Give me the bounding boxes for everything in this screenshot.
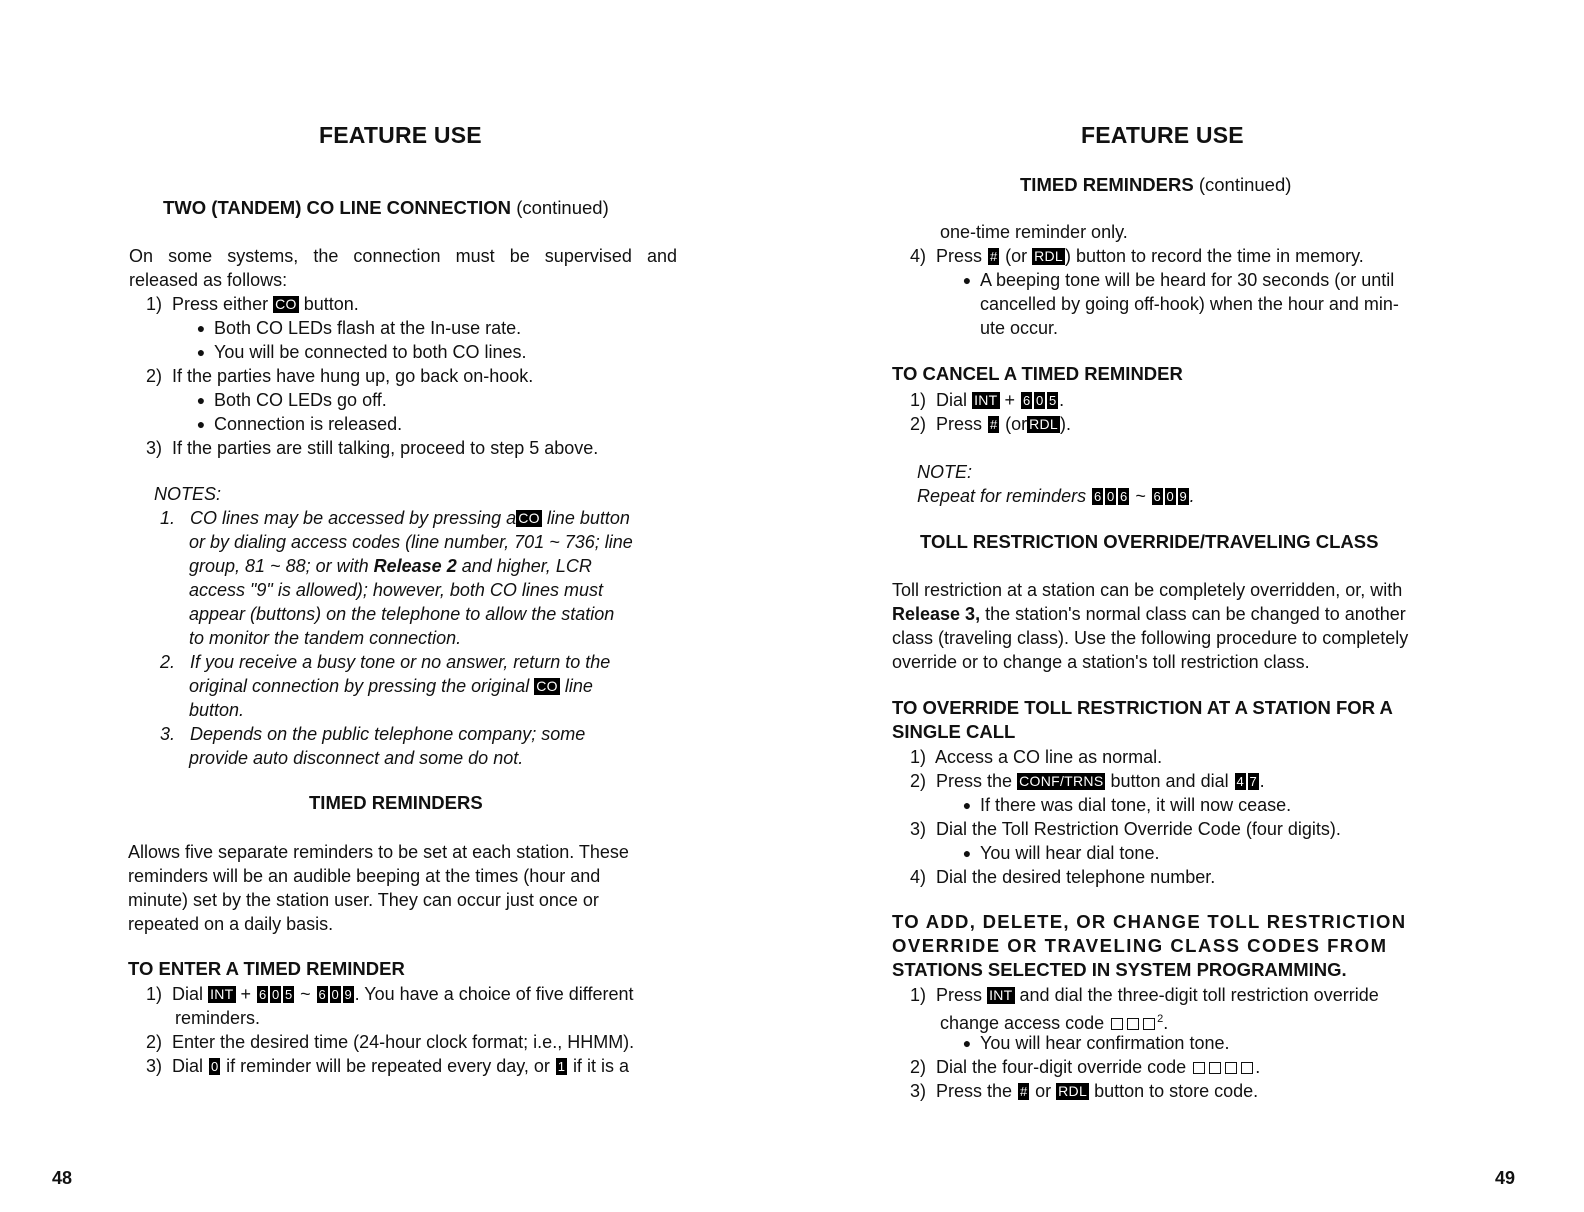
page-number: 49: [1495, 1168, 1516, 1188]
digit-key: 7: [1249, 774, 1257, 789]
step: 4) Press # (or RDL ) button to record the time in memory.: [910, 246, 1364, 266]
bullet-item: ● You will hear dial tone.: [954, 841, 1159, 866]
step-line: reminders.: [175, 1008, 261, 1028]
step: 1) Access a CO line as normal.: [910, 747, 1163, 767]
step: 3) Dial 0 if reminder will be repeated every day, or 1 if it is a: [146, 1056, 629, 1076]
bullet-item: ● You will be connected to both CO lines.: [188, 340, 527, 365]
rdl-key: RDL: [1058, 1083, 1088, 1099]
sub-heading: OVERRIDE OR TRAVELING CLASS CODES FROM: [892, 935, 1388, 956]
digit-box-icon: [1225, 1062, 1237, 1074]
step: 1) Press INT and dial the three-digit toll restriction override: [910, 985, 1379, 1005]
note-1: 1. CO lines may be accessed by pressing a CO line button: [160, 508, 630, 528]
paragraph: Release 3, the station's normal class can be changed to another: [892, 604, 1406, 624]
paragraph: override or to change a station's toll restriction class.: [892, 652, 1310, 672]
bullet-item: ● Both CO LEDs flash at the In-use rate.: [188, 316, 521, 341]
digit-key: 6: [258, 987, 267, 1002]
page-number: 48: [52, 1168, 73, 1188]
bullet-icon: ●: [196, 416, 206, 432]
co-key: CO: [536, 678, 558, 694]
step: 2) Press the CONF/TRNS button and dial 4 7 .: [910, 771, 1265, 791]
digit-key: 1: [557, 1059, 566, 1074]
sub-heading: TO ENTER A TIMED REMINDER: [128, 958, 405, 979]
bullet-icon: ●: [196, 344, 206, 360]
step: 3) If the parties are still talking, proceed to step 5 above.: [146, 438, 599, 458]
digit-key: 5: [284, 987, 293, 1002]
step: 1) Dial INT + 6 0 5 .: [910, 390, 1065, 410]
step-line: change access code $^2$.: [940, 1013, 1169, 1033]
section-heading: TIMED REMINDERS: [309, 792, 483, 813]
digit-key: 0: [210, 1059, 219, 1074]
paragraph: class (traveling class). Use the following procedure to completely: [892, 628, 1409, 648]
digit-key: 0: [1106, 489, 1115, 504]
conf-trns-key: CONF/TRNS: [1019, 773, 1104, 789]
note-3: 3. Depends on the public telephone company; some: [160, 724, 586, 744]
digit-key: 6: [1093, 489, 1102, 504]
step: 2) If the parties have hung up, go back on-hook.: [146, 366, 534, 386]
bullet-icon: ●: [196, 320, 206, 336]
digit-key: 9: [1179, 489, 1187, 504]
section-heading: TWO (TANDEM) CO LINE CONNECTION (continued): [163, 197, 609, 218]
step: 2) Dial the four-digit override code .: [910, 1057, 1261, 1077]
note-line: button.: [189, 700, 245, 720]
note-line: provide auto disconnect and some do not.: [189, 748, 524, 768]
digit-key: 6: [1153, 489, 1161, 504]
paragraph: Allows five separate reminders to be set at each station. These: [128, 842, 629, 862]
digit-key: 4: [1236, 774, 1244, 789]
step: 1) Dial INT + 6 0 5 ~ 6 0 9 . You have a choice of five different: [146, 984, 634, 1004]
co-key: CO: [518, 510, 540, 526]
note-line: original connection by pressing the original CO line: [189, 676, 593, 696]
bullet-icon: ●: [962, 272, 972, 288]
digit-key: 0: [271, 987, 280, 1002]
hash-key: #: [1019, 1084, 1028, 1099]
bullet-icon: ●: [962, 1035, 972, 1051]
step: 2) Press # (or RDL ).: [910, 414, 1071, 434]
step: 2) Enter the desired time (24-hour clock format; i.e., HHMM).: [146, 1032, 635, 1052]
note-line: to monitor the tandem connection.: [189, 628, 462, 648]
sub-heading: STATIONS SELECTED IN SYSTEM PROGRAMMING.: [892, 959, 1347, 980]
sub-heading: SINGLE CALL: [892, 721, 1016, 742]
int-key: INT: [989, 987, 1013, 1003]
digit-box-icon: [1127, 1018, 1139, 1030]
section-heading: TOLL RESTRICTION OVERRIDE/TRAVELING CLASS: [920, 531, 1379, 552]
hash-key: #: [989, 417, 998, 432]
bullet-item: ● A beeping tone will be heard for 30 seconds (or until: [954, 268, 1394, 293]
note-line: group, 81 ~ 88; or with Release 2 and higher, LCR: [189, 556, 592, 576]
digit-key: 6: [1119, 489, 1128, 504]
note-label: NOTE:: [917, 462, 973, 482]
bullet-line: ute occur.: [980, 318, 1059, 338]
paragraph: released as follows:: [129, 270, 288, 290]
right-page: [792, 0, 1584, 1212]
step-line: one-time reminder only.: [940, 222, 1128, 242]
note-line: access "9" is allowed); however, both CO lines must: [189, 580, 603, 600]
note: Repeat for reminders 6 0 6 ~ 6 0 9 .: [917, 486, 1195, 506]
note-line: or by dialing access codes (line number, 701 ~ 736; line: [189, 532, 633, 552]
page-title: FEATURE USE: [1081, 122, 1244, 148]
digit-key: 6: [318, 987, 326, 1002]
note-line: appear (buttons) on the telephone to allow the station: [189, 604, 615, 624]
int-key: INT: [210, 986, 234, 1002]
bullet-icon: ●: [196, 392, 206, 408]
bullet-item: ● If there was dial tone, it will now cease.: [954, 793, 1291, 818]
step: 3) Press the # or RDL button to store code.: [910, 1081, 1259, 1101]
digit-key: 0: [331, 987, 339, 1002]
digit-key: 0: [1035, 393, 1044, 408]
paragraph: minute) set by the station user. They can occur just once or: [128, 890, 599, 910]
page-title: FEATURE USE: [319, 122, 482, 148]
digit-key: 0: [1166, 489, 1174, 504]
hash-key: #: [989, 249, 998, 264]
digit-key: 6: [1022, 393, 1031, 408]
bullet-line: cancelled by going off-hook) when the hour and min-: [980, 294, 1399, 314]
note-2: 2. If you receive a busy tone or no answer, return to the: [160, 652, 611, 672]
step: 1) Press either CO button.: [146, 294, 359, 314]
paragraph: On some systems, the connection must be supervised and: [129, 246, 677, 266]
rdl-key: RDL: [1034, 248, 1064, 264]
co-key: CO: [275, 296, 297, 312]
step: 4) Dial the desired telephone number.: [910, 867, 1216, 887]
digit-box-icon: [1193, 1062, 1205, 1074]
bullet-icon: ●: [962, 845, 972, 861]
digit-box-icon: [1241, 1062, 1253, 1074]
digit-box-icon: [1209, 1062, 1221, 1074]
sub-heading: TO CANCEL A TIMED REMINDER: [892, 363, 1183, 384]
digit-box-icon: [1111, 1018, 1123, 1030]
section-heading: TIMED REMINDERS (continued): [1020, 174, 1292, 195]
paragraph: repeated on a daily basis.: [128, 914, 334, 934]
notes-label: NOTES:: [154, 484, 222, 504]
bullet-icon: ●: [962, 797, 972, 813]
int-key: INT: [974, 392, 998, 408]
sub-heading: TO ADD, DELETE, OR CHANGE TOLL RESTRICTION: [892, 911, 1407, 932]
digit-box-icon: [1143, 1018, 1155, 1030]
bullet-item: ● You will hear confirmation tone.: [954, 1031, 1229, 1056]
bullet-item: ● Connection is released.: [188, 412, 402, 437]
sub-heading: TO OVERRIDE TOLL RESTRICTION AT A STATION FOR A: [892, 697, 1393, 718]
digit-key: 5: [1048, 393, 1057, 408]
paragraph: Toll restriction at a station can be completely overridden, or, with: [892, 580, 1403, 600]
bullet-item: ● Both CO LEDs go off.: [188, 388, 387, 413]
digit-key: 9: [344, 987, 352, 1002]
step: 3) Dial the Toll Restriction Override Code (four digits).: [910, 819, 1341, 839]
rdl-key: RDL: [1029, 416, 1058, 432]
paragraph: reminders will be an audible beeping at the times (hour and: [128, 866, 601, 886]
